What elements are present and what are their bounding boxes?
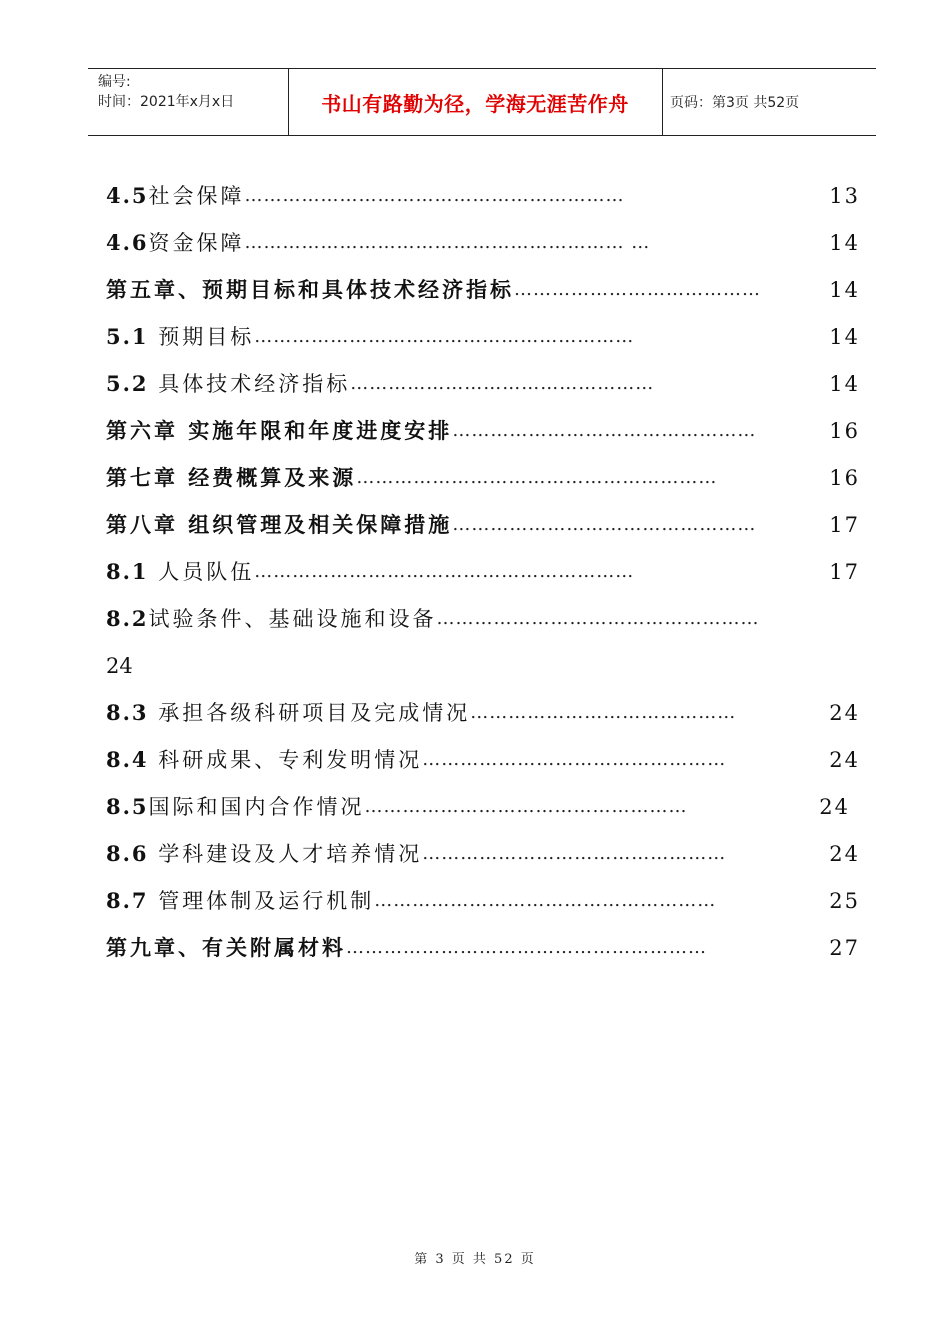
toc-entry-page: 16 xyxy=(829,466,860,490)
toc-entry[interactable] xyxy=(106,554,866,601)
header-motto: 书山有路勤为径，学海无涯苦作舟 xyxy=(321,92,629,116)
toc-entry-title: 学科建设及人才培养情况 xyxy=(148,842,423,866)
toc-entry-number: 5.1 xyxy=(106,324,149,349)
toc-entry[interactable] xyxy=(106,695,866,742)
toc-entry-page: 17 xyxy=(829,513,860,537)
toc-entry-leader: ………………………………………… xyxy=(350,373,655,394)
toc-entry-leader: ……………………………………………… xyxy=(374,890,717,911)
toc-entry-number: 8.1 xyxy=(106,559,149,584)
toc-entry-leader: ………………………………………… xyxy=(452,514,757,535)
toc-entry-page: 17 xyxy=(829,560,860,584)
header-bottom-border xyxy=(88,135,876,136)
toc-entry[interactable] xyxy=(106,930,866,977)
toc-entry[interactable] xyxy=(106,413,866,460)
toc-entry-number: 4.5 xyxy=(106,183,149,208)
header-meta xyxy=(98,72,234,112)
toc-entry-leader: …………………………………………… xyxy=(364,796,688,817)
toc-entry[interactable] xyxy=(106,319,866,366)
toc-entry-leader: ………………………………………………… xyxy=(356,467,718,488)
toc-entry-title: 第八章 组织管理及相关保障措施 xyxy=(106,512,453,537)
toc-entry-page: 14 xyxy=(829,372,860,396)
toc-entry-title: 第九章、有关附属材料 xyxy=(106,935,346,960)
toc-entry[interactable] xyxy=(106,507,866,554)
toc-entry-page: 14 xyxy=(829,278,860,302)
toc-entry-page: 24 xyxy=(819,795,850,819)
toc-entry-leader: …………………………………………………… xyxy=(254,561,635,582)
toc-entry[interactable] xyxy=(106,601,866,695)
toc-entry-leader: …………………………………………………… xyxy=(254,326,635,347)
header-divider xyxy=(662,68,663,136)
toc-entry-number: 5.2 xyxy=(106,371,149,396)
toc-entry-title: 预期目标 xyxy=(148,325,255,349)
toc-entry-page: 14 xyxy=(829,231,860,255)
toc-entry-leader: …………………………………………… xyxy=(436,608,760,629)
toc-entry-title: 试验条件、基础设施和设备 xyxy=(148,607,437,631)
toc-entry-page: 27 xyxy=(829,936,860,960)
toc-entry-title: 管理体制及运行机制 xyxy=(148,889,375,913)
toc-entry-leader: …………………………………………………… xyxy=(244,185,625,206)
toc-entry-page: 16 xyxy=(829,419,860,443)
toc-entry-number: 8.2 xyxy=(106,606,149,631)
page-header xyxy=(88,68,876,136)
toc-entry-number: 8.7 xyxy=(106,888,149,913)
toc-entry-leader: ………………………………………… xyxy=(422,749,727,770)
toc-entry[interactable] xyxy=(106,272,866,319)
toc-entry-page: 24 xyxy=(829,748,860,772)
toc-entry-title: 第七章 经费概算及来源 xyxy=(106,465,357,490)
toc-entry-leader: ………………………………………… xyxy=(452,420,757,441)
toc-entry-page: 24 xyxy=(106,654,133,678)
toc-entry-page: 24 xyxy=(829,701,860,725)
toc-entry-leader: ………………………………………………… xyxy=(346,937,707,958)
toc-entry[interactable] xyxy=(106,789,866,836)
document-time-label: 时间：2021年x月x日 xyxy=(98,94,235,110)
toc-entry-title: 科研成果、专利发明情况 xyxy=(148,748,423,772)
toc-entry[interactable] xyxy=(106,742,866,789)
toc-entry-page: 14 xyxy=(829,325,860,349)
toc-entry-title: 第六章 实施年限和年度进度安排 xyxy=(106,418,453,443)
toc-entry-page: 25 xyxy=(829,889,860,913)
toc-entry-page: 24 xyxy=(829,842,860,866)
toc-entry-title: 人员队伍 xyxy=(148,560,255,584)
header-top-border xyxy=(88,68,876,69)
toc-entry[interactable] xyxy=(106,460,866,507)
toc-entry-number: 8.6 xyxy=(106,841,149,866)
toc-entry[interactable] xyxy=(106,178,866,225)
toc-entry-leader: ………………………………………… xyxy=(422,843,727,864)
toc-entry-title: 社会保障 xyxy=(148,184,245,208)
toc-entry-number: 8.5 xyxy=(106,794,149,819)
toc-entry[interactable] xyxy=(106,883,866,930)
header-page-label: 页码：第3页 共52页 xyxy=(670,95,800,111)
toc-entry[interactable] xyxy=(106,366,866,413)
toc-entry-title: 第五章、预期目标和具体技术经济指标 xyxy=(106,277,514,302)
toc-entry-leader: …………………………………………………… … xyxy=(244,232,651,253)
toc-entry-title: 资金保障 xyxy=(148,231,245,255)
toc-entry-leader: …………………………………… xyxy=(470,702,737,723)
toc-entry-page: 13 xyxy=(829,184,860,208)
toc-entry-leader: ………………………………… xyxy=(514,279,761,300)
toc-entry-number: 4.6 xyxy=(106,230,149,255)
toc-entry-title: 承担各级科研项目及完成情况 xyxy=(148,701,471,725)
toc-entry-number: 8.3 xyxy=(106,700,149,725)
table-of-contents xyxy=(106,178,866,977)
toc-entry-title: 具体技术经济指标 xyxy=(148,372,351,396)
toc-entry[interactable] xyxy=(106,225,866,272)
toc-entry[interactable] xyxy=(106,836,866,883)
document-number-label: 编号: xyxy=(98,74,131,90)
toc-entry-title: 国际和国内合作情况 xyxy=(148,795,365,819)
page-footer: 第 3 页 共 52 页 xyxy=(414,1252,536,1267)
toc-entry-number: 8.4 xyxy=(106,747,149,772)
